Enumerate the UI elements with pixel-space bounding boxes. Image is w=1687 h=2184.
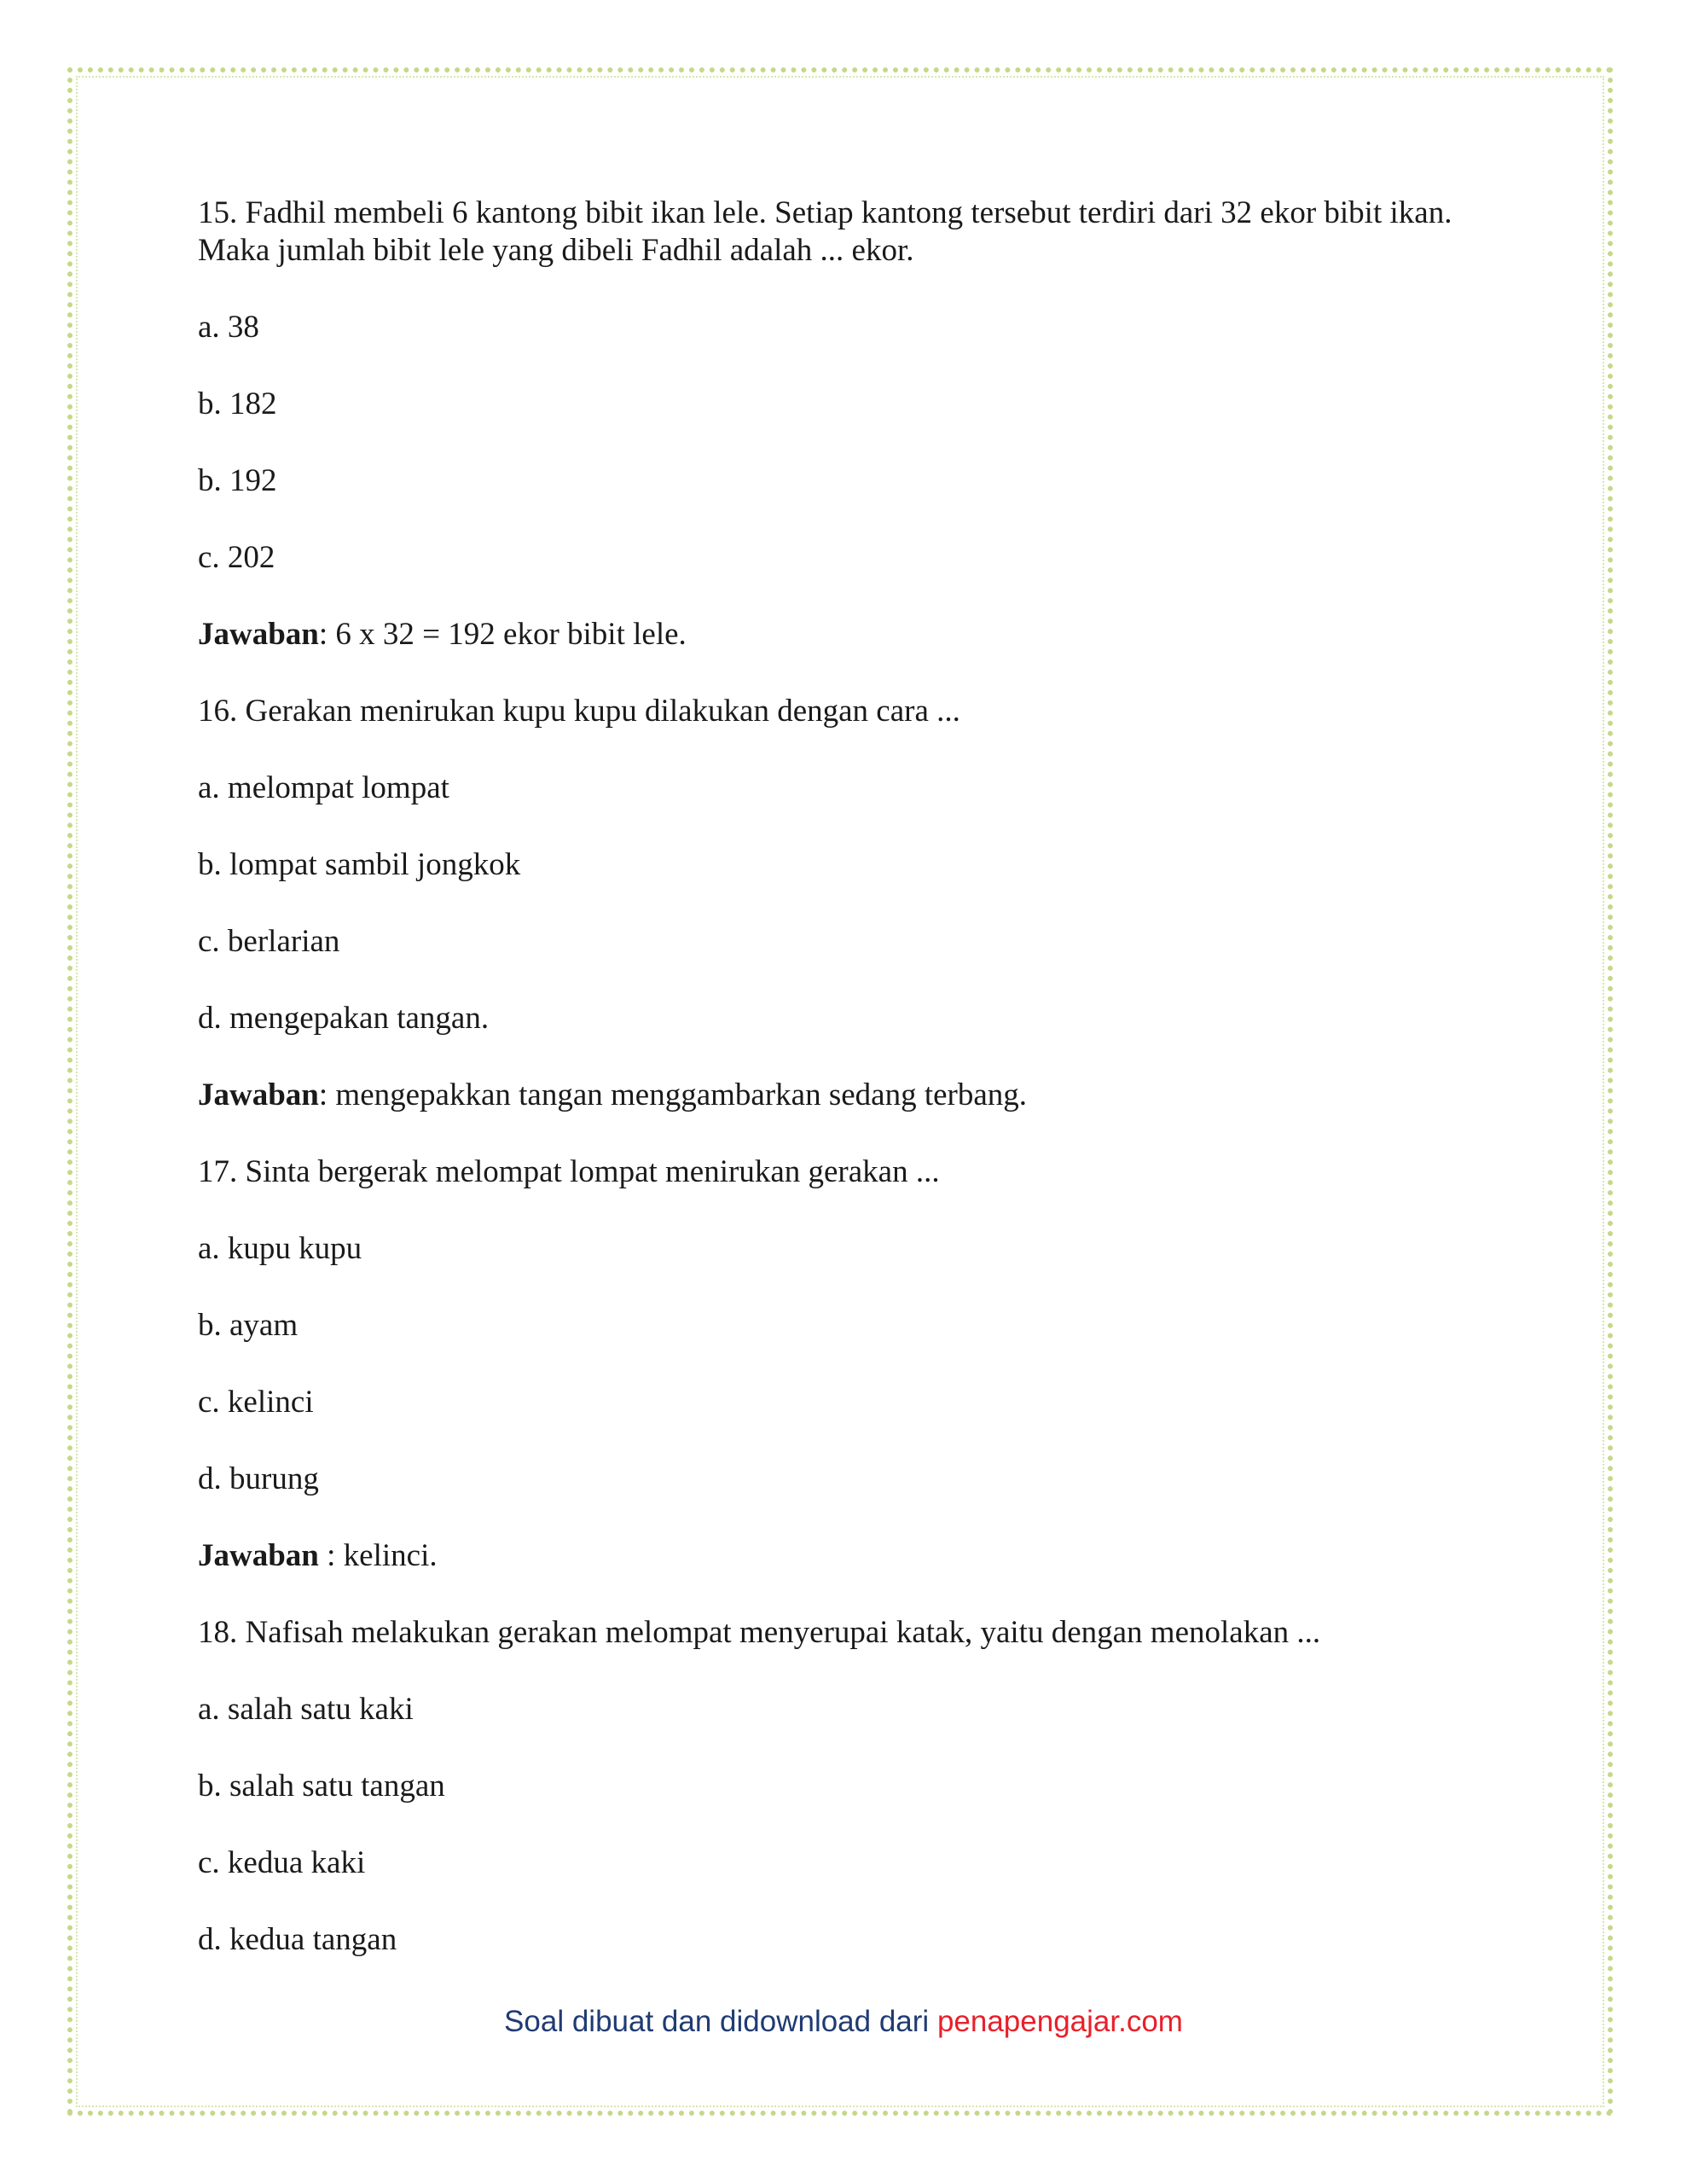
option-item: b. lompat sambil jongkok bbox=[198, 847, 521, 882]
option-item: d. kedua tangan bbox=[198, 1922, 397, 1957]
question-17-text: 17. Sinta bergerak melompat lompat menirukan gerakan ... bbox=[198, 1154, 940, 1189]
option-item: d. burung bbox=[198, 1461, 319, 1496]
answer-text: : mengepakkan tangan menggambarkan sedang terbang. bbox=[318, 1077, 1028, 1112]
answer-label: Jawaban bbox=[198, 1538, 319, 1573]
option-item: b. 192 bbox=[198, 463, 277, 498]
option-item: c. kelinci bbox=[198, 1385, 314, 1420]
option-item: b. 182 bbox=[198, 386, 277, 421]
answer-label: Jawaban bbox=[198, 1077, 319, 1112]
option-item: c. kedua kaki bbox=[198, 1845, 366, 1880]
option-item: a. 38 bbox=[198, 310, 259, 345]
option-item: c. berlarian bbox=[198, 924, 340, 959]
question-18-text: 18. Nafisah melakukan gerakan melompat menyerupai katak, yaitu dengan menolakan ... bbox=[198, 1615, 1321, 1650]
answer-line bbox=[198, 1537, 1511, 1575]
option-item: a. salah satu kaki bbox=[198, 1692, 414, 1727]
document-body bbox=[198, 195, 1511, 1998]
footer-site-link[interactable]: penapengajar.com bbox=[936, 2005, 1183, 2038]
option-item: a. kupu kupu bbox=[198, 1231, 362, 1266]
option-item: d. mengepakan tangan. bbox=[198, 1001, 490, 1036]
question-16-text: 16. Gerakan menirukan kupu kupu dilakukan dengan cara ... bbox=[198, 694, 960, 729]
answer-text: : kelinci. bbox=[318, 1538, 438, 1573]
question-text: Maka jumlah bibit lele yang dibeli Fadhil adalah ... ekor. bbox=[198, 233, 914, 268]
option-item: a. melompat lompat bbox=[198, 770, 449, 805]
option-item: b. ayam bbox=[198, 1308, 299, 1343]
answer-line bbox=[198, 616, 1511, 653]
answer-text: : 6 x 32 = 192 ekor bibit lele. bbox=[318, 617, 687, 652]
question-text: 15. Fadhil membeli 6 kantong bibit ikan lele. Setiap kantong tersebut terdiri dari 32 ekor bibit ikan. bbox=[198, 195, 1452, 230]
question-15 bbox=[198, 195, 1511, 270]
answer-line bbox=[198, 1077, 1511, 1114]
footer-prefix: Soal dibuat dan didownload dari bbox=[504, 2005, 937, 2038]
option-item: c. 202 bbox=[198, 540, 275, 575]
option-item: b. salah satu tangan bbox=[198, 1769, 445, 1804]
answer-label: Jawaban bbox=[198, 617, 319, 652]
footer-credit bbox=[0, 2005, 1687, 2039]
